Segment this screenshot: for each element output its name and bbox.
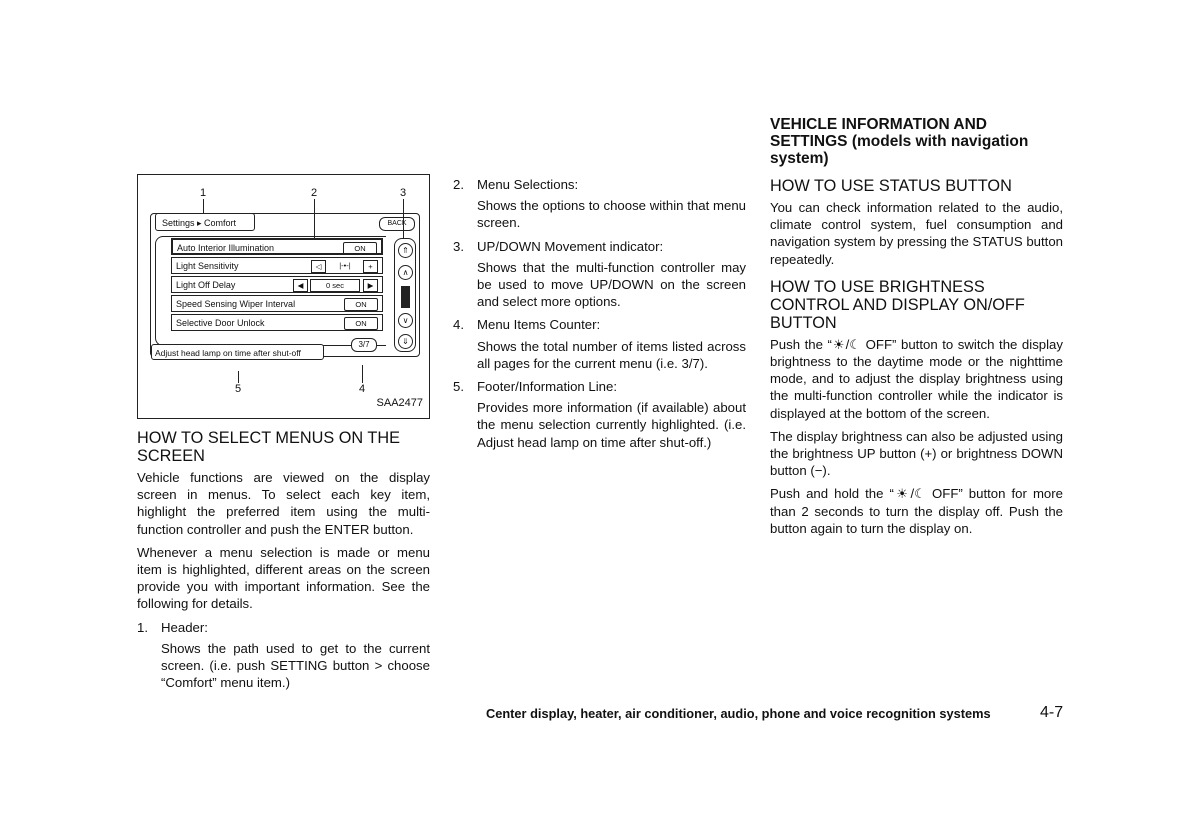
- menu-item-label: Selective Door Unlock: [176, 318, 265, 328]
- left-arrow-icon[interactable]: ◀: [293, 279, 308, 292]
- paragraph: Push and hold the “☀/☾ OFF” button for more than 2 seconds to turn the display off. Push the button again to turn the display on.: [770, 486, 1063, 536]
- item-description: Shows the total number of items listed across all pages for the current menu (i.e. 3/7).: [477, 338, 746, 371]
- item-description: Provides more information (if available) about the menu selection currently highlighted. (i.e. Adjust head lamp on time after shut-off.): [477, 400, 746, 450]
- settings-screen-figure: [137, 174, 430, 419]
- menu-item-label: Speed Sensing Wiper Interval: [176, 299, 296, 309]
- menu-item-label: Light Off Delay: [176, 280, 236, 290]
- toggle-on[interactable]: ON: [343, 242, 377, 255]
- menu-items-counter: 3/7: [351, 338, 377, 352]
- right-arrow-icon[interactable]: ▶: [363, 279, 378, 292]
- list-item: [453, 378, 746, 451]
- up-icon[interactable]: ∧: [398, 265, 413, 280]
- item-number: 4.: [453, 317, 464, 333]
- menu-list: [171, 238, 383, 333]
- item-number: 1.: [137, 619, 148, 635]
- list-item: [453, 316, 746, 372]
- header-path: Settings ▸ Comfort: [155, 213, 255, 231]
- callout-5: 5: [235, 383, 242, 395]
- paragraph: Push the “☀/☾ OFF” button to switch the display brightness to the daytime mode or the nighttime mode, and to adjust the display brightness using the multi-function controller while the indicator is displayed at the bottom of the screen.: [770, 336, 1063, 421]
- page-footer: Center display, heater, air conditioner, audio, phone and voice recognition systems: [486, 706, 991, 721]
- item-description: Shows that the multi-function controller may be used to move UP/DOWN on the screen and select more options.: [477, 259, 746, 310]
- major-heading: VEHICLE INFORMATION AND SETTINGS (models with navigation system): [770, 116, 1029, 167]
- back-button[interactable]: BACK: [379, 217, 415, 231]
- item-title: UP/DOWN Movement indicator:: [477, 238, 664, 254]
- item-description: Shows the options to choose within that menu screen.: [477, 198, 746, 231]
- decrease-icon[interactable]: ◁: [311, 260, 326, 273]
- column-1: [137, 174, 430, 697]
- menu-item[interactable]: [171, 238, 383, 255]
- item-number: 5.: [453, 379, 464, 395]
- column-3: [770, 116, 1063, 543]
- callout-4: 4: [359, 383, 366, 395]
- item-number: 3.: [453, 238, 464, 254]
- list-item: [137, 619, 430, 692]
- list-item: [453, 238, 746, 311]
- footer-info-line: Adjust head lamp on time after shut-off: [151, 344, 324, 360]
- updown-indicator: [394, 238, 416, 352]
- section-heading: HOW TO USE STATUS BUTTON: [770, 177, 1012, 195]
- menu-item[interactable]: [171, 257, 383, 274]
- menu-item-label: Light Sensitivity: [176, 261, 239, 271]
- item-description: Shows the path used to get to the current screen. (i.e. push SETTING button > choose “Comfort” menu item.): [161, 640, 430, 691]
- menu-item-label: Auto Interior Illumination: [177, 243, 275, 253]
- callout-3: 3: [400, 187, 407, 199]
- item-title: Header:: [161, 619, 208, 635]
- sensitivity-scale: |-•-|: [339, 261, 351, 270]
- down-icon[interactable]: ∨: [398, 313, 413, 328]
- item-title: Menu Items Counter:: [477, 317, 601, 333]
- display-screen: [150, 213, 420, 357]
- delay-value: 0 sec: [310, 279, 360, 292]
- paragraph: You can check information related to the audio, climate control system, fuel consumption and navigation system by pressing the STATUS button repeatedly.: [770, 200, 1063, 267]
- page-number: 4-7: [1040, 704, 1064, 721]
- toggle-on[interactable]: ON: [344, 298, 378, 311]
- section-heading: HOW TO SELECT MENUS ON THE SCREEN: [137, 429, 400, 465]
- column-2: [453, 176, 746, 457]
- paragraph: The display brightness can also be adjusted using the brightness UP button (+) or brightness DOWN button (−).: [770, 428, 1063, 479]
- paragraph: Vehicle functions are viewed on the display screen in menus. To select each key item, highlight the preferred item using the multi-function controller and push the ENTER button.: [137, 470, 430, 537]
- toggle-on[interactable]: ON: [344, 317, 378, 330]
- up-double-icon[interactable]: ⇑: [398, 243, 413, 258]
- menu-item[interactable]: [171, 276, 383, 293]
- scroll-bar: [401, 286, 410, 308]
- paragraph: Whenever a menu selection is made or menu item is highlighted, different areas on the screen provide you with important information. See the following for details.: [137, 544, 430, 612]
- menu-item[interactable]: [171, 295, 383, 312]
- section-heading: HOW TO USE BRIGHTNESS CONTROL AND DISPLAY ON/OFF BUTTON: [770, 277, 1025, 332]
- item-title: Footer/Information Line:: [477, 379, 618, 395]
- item-number: 2.: [453, 177, 464, 192]
- list-item: [453, 176, 746, 232]
- callout-2: 2: [311, 187, 318, 199]
- menu-item[interactable]: [171, 314, 383, 331]
- increase-icon[interactable]: +: [363, 260, 378, 273]
- callout-1: 1: [200, 187, 207, 199]
- down-double-icon[interactable]: ⇓: [398, 334, 413, 349]
- item-title: Menu Selections:: [477, 177, 579, 192]
- figure-code: SAA2477: [376, 396, 423, 409]
